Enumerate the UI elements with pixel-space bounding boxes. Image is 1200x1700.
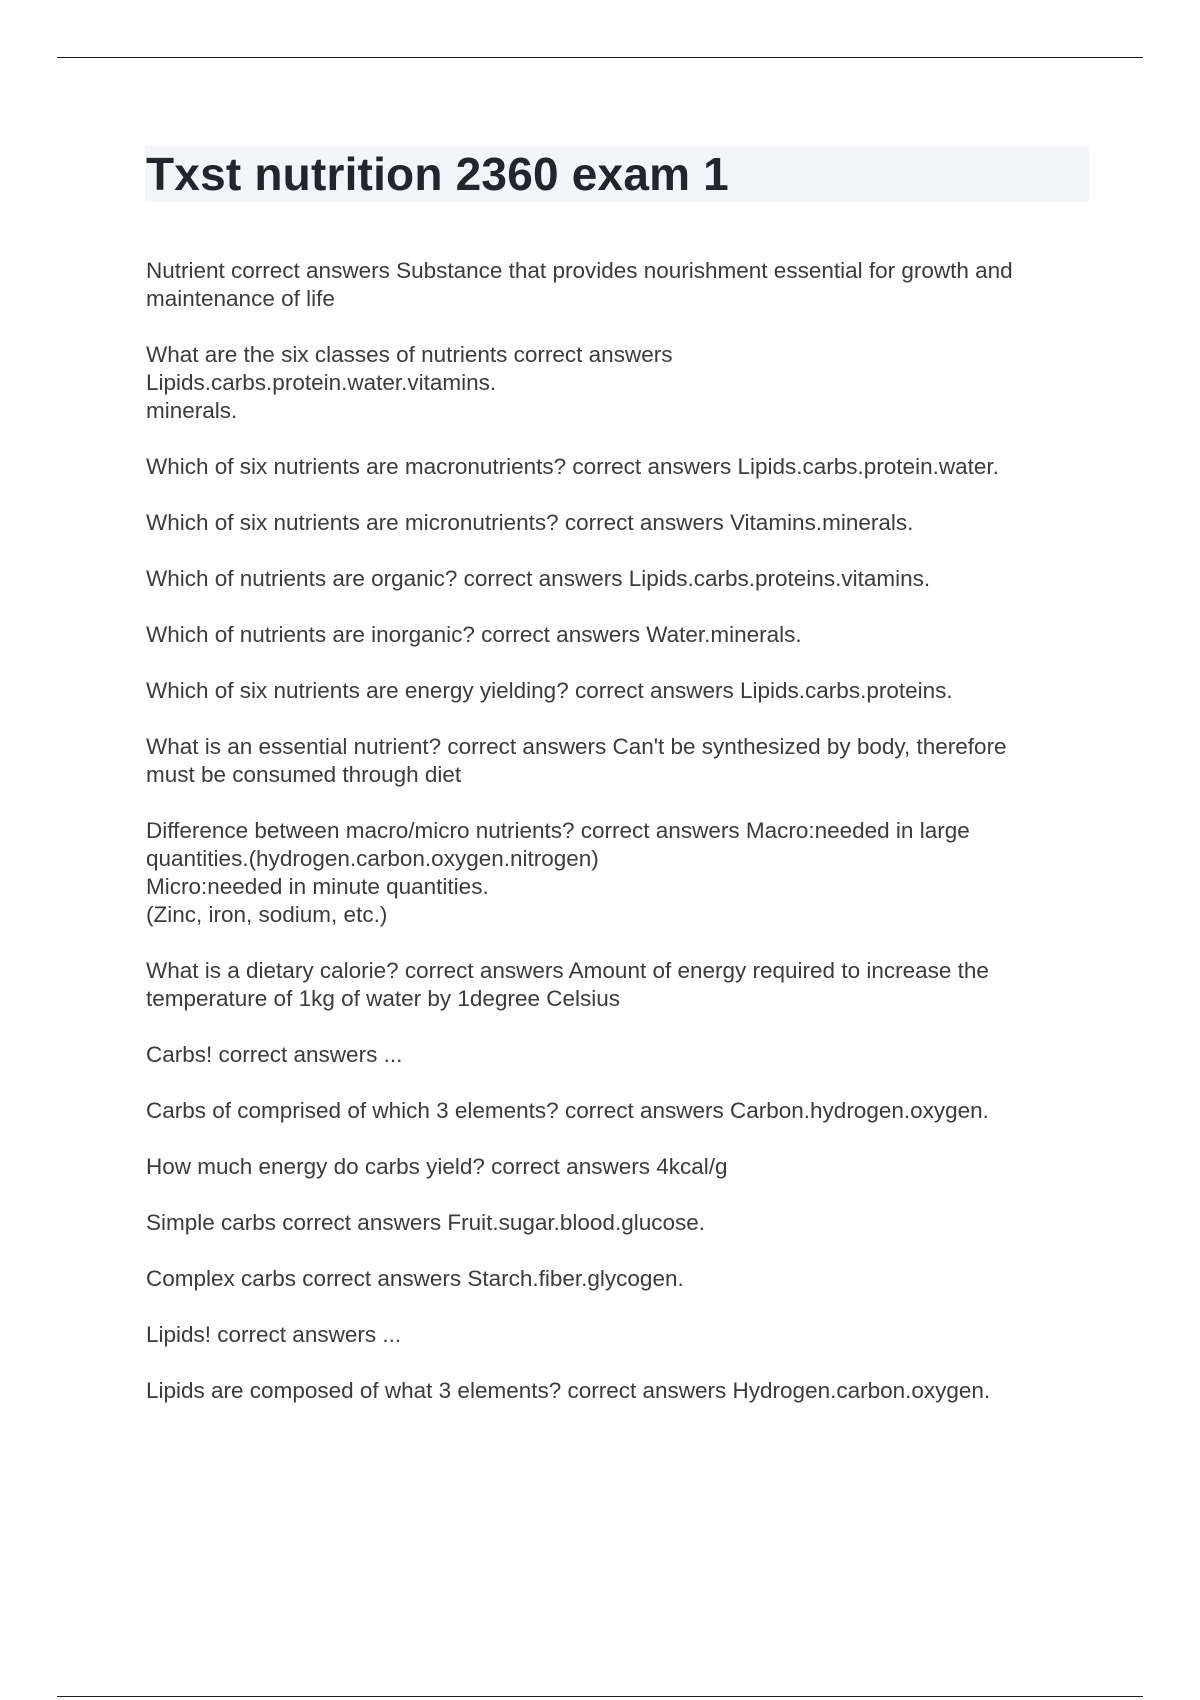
qa-item xyxy=(146,677,1106,705)
qa-line: Carbs of comprised of which 3 elements? correct answers Carbon.hydrogen.oxygen. xyxy=(146,1098,989,1123)
bottom-rule xyxy=(57,1696,1143,1697)
qa-line: How much energy do carbs yield? correct answers 4kcal/g xyxy=(146,1154,728,1179)
qa-line: (Zinc, iron, sodium, etc.) xyxy=(146,902,388,927)
title-banner xyxy=(145,146,1089,202)
qa-line: Which of six nutrients are micronutrients? correct answers Vitamins.minerals. xyxy=(146,510,914,535)
qa-item xyxy=(146,257,1106,313)
qa-list xyxy=(146,257,1106,1433)
qa-line: Simple carbs correct answers Fruit.sugar.blood.glucose. xyxy=(146,1210,705,1235)
qa-line: Lipids.carbs.protein.water.vitamins. xyxy=(146,370,497,395)
qa-item xyxy=(146,1321,1106,1349)
qa-item xyxy=(146,453,1106,481)
qa-line: What are the six classes of nutrients correct answers xyxy=(146,342,673,367)
qa-line: Which of six nutrients are macronutrients? correct answers Lipids.carbs.protein.water. xyxy=(146,454,999,479)
qa-line: must be consumed through diet xyxy=(146,762,462,787)
qa-line: Which of six nutrients are energy yielding? correct answers Lipids.carbs.proteins. xyxy=(146,678,953,703)
qa-item xyxy=(146,565,1106,593)
qa-line: Micro:needed in minute quantities. xyxy=(146,874,489,899)
top-rule xyxy=(57,57,1143,58)
qa-line: Lipids are composed of what 3 elements? correct answers Hydrogen.carbon.oxygen. xyxy=(146,1378,991,1403)
qa-item xyxy=(146,733,1106,789)
qa-line: Which of nutrients are inorganic? correct answers Water.minerals. xyxy=(146,622,802,647)
qa-item xyxy=(146,817,1106,929)
qa-line: What is an essential nutrient? correct answers Can't be synthesized by body, therefore xyxy=(146,734,1007,759)
qa-line: What is a dietary calorie? correct answers Amount of energy required to increase the xyxy=(146,958,989,983)
qa-item xyxy=(146,1097,1106,1125)
qa-line: temperature of 1kg of water by 1degree Celsius xyxy=(146,986,621,1011)
qa-line: quantities.(hydrogen.carbon.oxygen.nitrogen) xyxy=(146,846,599,871)
qa-line: Lipids! correct answers ... xyxy=(146,1322,402,1347)
qa-line: maintenance of life xyxy=(146,286,335,311)
qa-line: minerals. xyxy=(146,398,238,423)
qa-item xyxy=(146,1041,1106,1069)
qa-item xyxy=(146,509,1106,537)
qa-line: Difference between macro/micro nutrients? correct answers Macro:needed in large xyxy=(146,818,970,843)
qa-item xyxy=(146,1377,1106,1405)
qa-line: Nutrient correct answers Substance that provides nourishment essential for growth and xyxy=(146,258,1013,283)
qa-item xyxy=(146,621,1106,649)
qa-line: Carbs! correct answers ... xyxy=(146,1042,403,1067)
qa-item xyxy=(146,957,1106,1013)
qa-item xyxy=(146,1265,1106,1293)
qa-item xyxy=(146,1153,1106,1181)
qa-line: Complex carbs correct answers Starch.fiber.glycogen. xyxy=(146,1266,684,1291)
qa-line: Which of nutrients are organic? correct answers Lipids.carbs.proteins.vitamins. xyxy=(146,566,931,591)
qa-item xyxy=(146,341,1106,425)
qa-item xyxy=(146,1209,1106,1237)
page-title: Txst nutrition 2360 exam 1 xyxy=(146,148,729,200)
